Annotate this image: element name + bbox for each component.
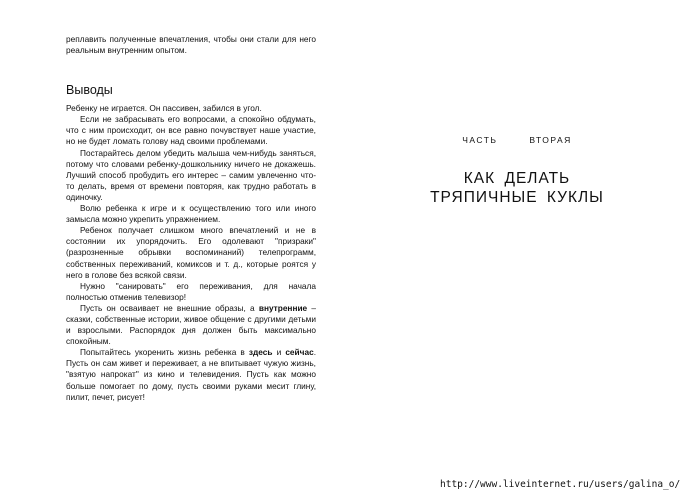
- paragraph-8-part-c: и: [272, 347, 286, 358]
- paragraph-8-part-e: . Пусть он сам живет и переживает, а не впитывает чужую жизнь, "взятую напрокат" из кино и телевидения. Пусть как можно больше помогает по дому, пусть своими руками месит глину, пилит, печет, рисует!: [66, 347, 316, 402]
- emphasis-inner: внутренние: [258, 302, 308, 313]
- paragraph-1: Ребенку не играется. Он пассивен, забился в угол.: [66, 103, 262, 114]
- part-title: [392, 169, 642, 207]
- part-title-line-2: ТРЯПИЧНЫЕ КУКЛЫ: [430, 189, 604, 206]
- paragraph-2: Если не забрасывать его вопросами, а спокойно обдумать, что с ним происходит, он все равно почувствует наше участие, но не будет ломать голову над своими проблемами.: [66, 114, 316, 147]
- part-label: ЧАСТЬ ВТОРАЯ: [462, 135, 572, 145]
- emphasis-now: сейчас: [285, 347, 314, 358]
- paragraph-8-part-a: Попытайтесь укоренить жизнь ребенка в: [80, 347, 249, 358]
- paragraph-8: [66, 347, 316, 402]
- paragraph-4: Волю ребенка к игре и к осуществлению того или иного замысла можно укрепить упражнением.: [66, 203, 316, 225]
- left-page: [66, 34, 316, 403]
- paragraph-3: Постарайтесь делом убедить малыша чем-нибудь заняться, потому что словами ребенку-дошкольнику ничего не докажешь. Лучший способ пробудить его интерес – самим увлеченно что-то делать, время от времени повторяя, как трудно работать в одиночку.: [66, 147, 316, 202]
- paragraph-7: [66, 303, 316, 347]
- section-heading: Выводы: [66, 83, 113, 98]
- emphasis-here: здесь: [248, 347, 273, 358]
- watermark-url: http://www.liveinternet.ru/users/galina_o/: [440, 479, 681, 490]
- paragraph-6: Нужно "санировать" его переживания, для начала полностью отменив телевизор!: [66, 280, 316, 302]
- paragraph-5: Ребенок получает слишком много впечатлений и не в состоянии их упорядочить. Его одолевают "призраки" (разрозненные обрывки воспоминаний) телепрограмм, собственных переживаний, комиксов и т. д., которые роятся у него в голове без всякой связи.: [66, 225, 316, 280]
- paragraph-7-part-c: – сказки, собственные истории, живое общение с другими детьми и взрослыми. Распорядок дня должен быть максимально спокойным.: [66, 302, 316, 347]
- intro-paragraph: реплавить полученные впечатления, чтобы они стали для него реальным внутренним опытом.: [66, 34, 316, 56]
- part-title-line-1: КАК ДЕЛАТЬ: [463, 170, 571, 187]
- paragraph-7-part-a: Пусть он осваивает не внешние образы, а: [80, 302, 259, 313]
